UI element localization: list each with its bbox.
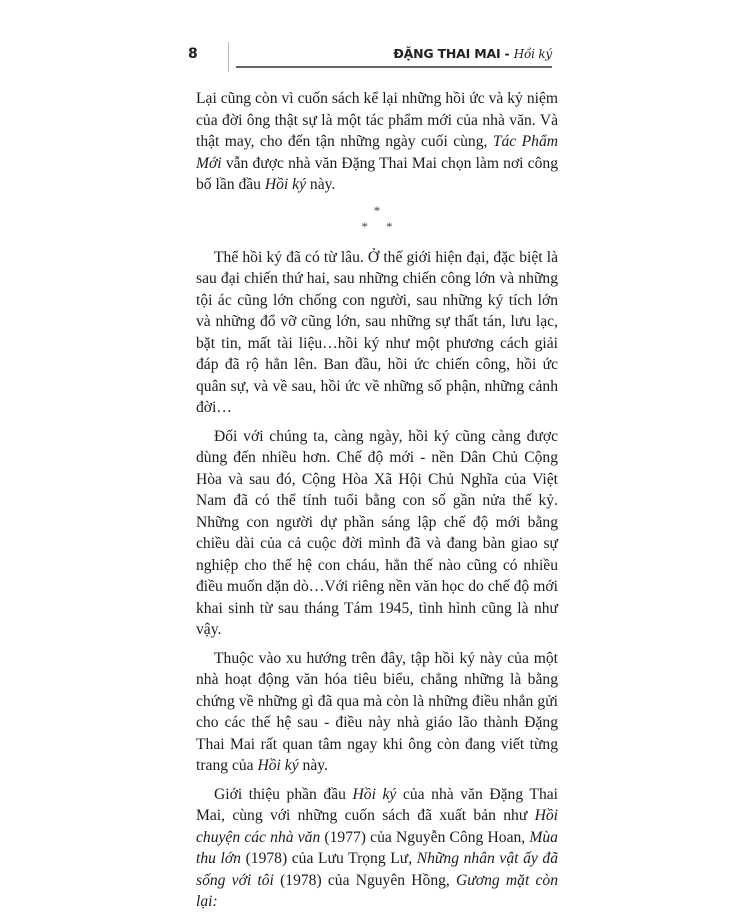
asterisk-left: * <box>361 218 368 234</box>
text-run: (1977) của Nguyễn Công Hoan, <box>320 828 530 846</box>
paragraph-1 <box>196 88 558 196</box>
italic-title: Hồi ký <box>352 785 397 803</box>
section-break-asterism <box>196 203 558 235</box>
paragraph-2 <box>196 247 558 419</box>
text-run: Thuộc vào xu hướng trên đây, tập hồi ký này của một nhà hoạt động văn hóa tiêu biểu, chẳng những là bằng chứng về những gì đã qua mà còn là những điều nhắn gửi cho các thế hệ sau - điều này nhà giáo lão thành Đặng Thai Mai rất quan tâm ngay khi ông còn đang viết từng trang của <box>196 649 558 774</box>
page-header <box>190 42 560 72</box>
paragraph-3 <box>196 426 558 641</box>
header-rule <box>236 66 552 68</box>
paragraph-5 <box>196 784 558 913</box>
italic-title: Hồi ký <box>264 176 306 193</box>
asterisk-top: * <box>373 202 381 218</box>
text-run: Lại cũng còn vì cuốn sách kể lại những hồi ức và kỷ niệm của đời ông thật sự là một tác phẩm mới của nhà văn. Và thật may, cho đến tận những ngày cuối cùng, <box>196 90 558 150</box>
asterisk-row <box>196 219 558 235</box>
paragraph-4 <box>196 648 558 777</box>
italic-title: Những nhân vật ấy đã sống với tôi <box>196 850 558 889</box>
body-text <box>196 88 558 920</box>
italic-title: Hồi ký <box>257 757 299 774</box>
italic-title: Gương mặt còn lại: <box>196 871 558 910</box>
italic-title: Mùa thu lớn <box>196 828 558 867</box>
asterisk-right: * <box>386 218 393 234</box>
text-run: Giới thiệu phần đầu <box>214 785 353 803</box>
text-run: của nhà văn Đặng Thai Mai, cùng với những cuốn sách đã xuất bản như <box>196 785 558 824</box>
text-run: vẫn được nhà văn Đặng Thai Mai chọn làm nơi công bố lần đầu <box>196 154 558 193</box>
running-head-title: Hồi ký <box>513 47 552 61</box>
running-head <box>393 46 552 61</box>
text-run: này. <box>306 176 336 193</box>
text-run: này. <box>298 757 328 774</box>
text-run: (1978) của Lưu Trọng Lư, <box>240 850 417 867</box>
text-run: (1978) của Nguyên Hồng, <box>273 871 457 889</box>
text-run: Đối với chúng ta, càng ngày, hồi ký cũng càng được dùng đến nhiều hơn. Chế độ mới - nền Dân Chủ Cộng Hòa và sau đó, Cộng Hòa Xã Hội Chủ Nghĩa của Việt Nam đã có thể tính tuổi bằng con số gần nửa thế kỷ. Những con người dự phần sáng lập chế độ mới bằng chiều dài của cả cuộc đời mình đã và đang bàn giao sự nghiệp cho thế hệ con cháu, hẳn thế nào cũng có nhiều điều muốn dặn dò…Với riêng nền văn học do chế độ mới khai sinh từ sau tháng Tám 1945, tình hình cũng là như vậy. <box>196 427 558 638</box>
text-run: Thể hồi ký đã có từ lâu. Ở thế giới hiện đại, đặc biệt là sau đại chiến thứ hai, sau những chiến công lớn và những tội ác cũng lớn chống con người, sau những ký tích lớn và những đổ vỡ cũng lớn, sau những sự thất tán, lưu lạc, bặt tin, mất tài liệu…hồi ký như một phương cách giải đáp đã rộ hẳn lên. Ban đầu, hồi ức chiến công, hồi ức quân sự, và về sau, hồi ức về những số phận, những cảnh đời… <box>196 248 558 416</box>
italic-title: Hồi chuyện các nhà văn <box>196 807 558 846</box>
header-vertical-divider <box>228 42 229 72</box>
italic-title: Tác Phẩm Mới <box>196 133 559 172</box>
running-head-author: ĐẶNG THAI MAI - <box>393 46 514 61</box>
page-number: 8 <box>188 46 198 62</box>
